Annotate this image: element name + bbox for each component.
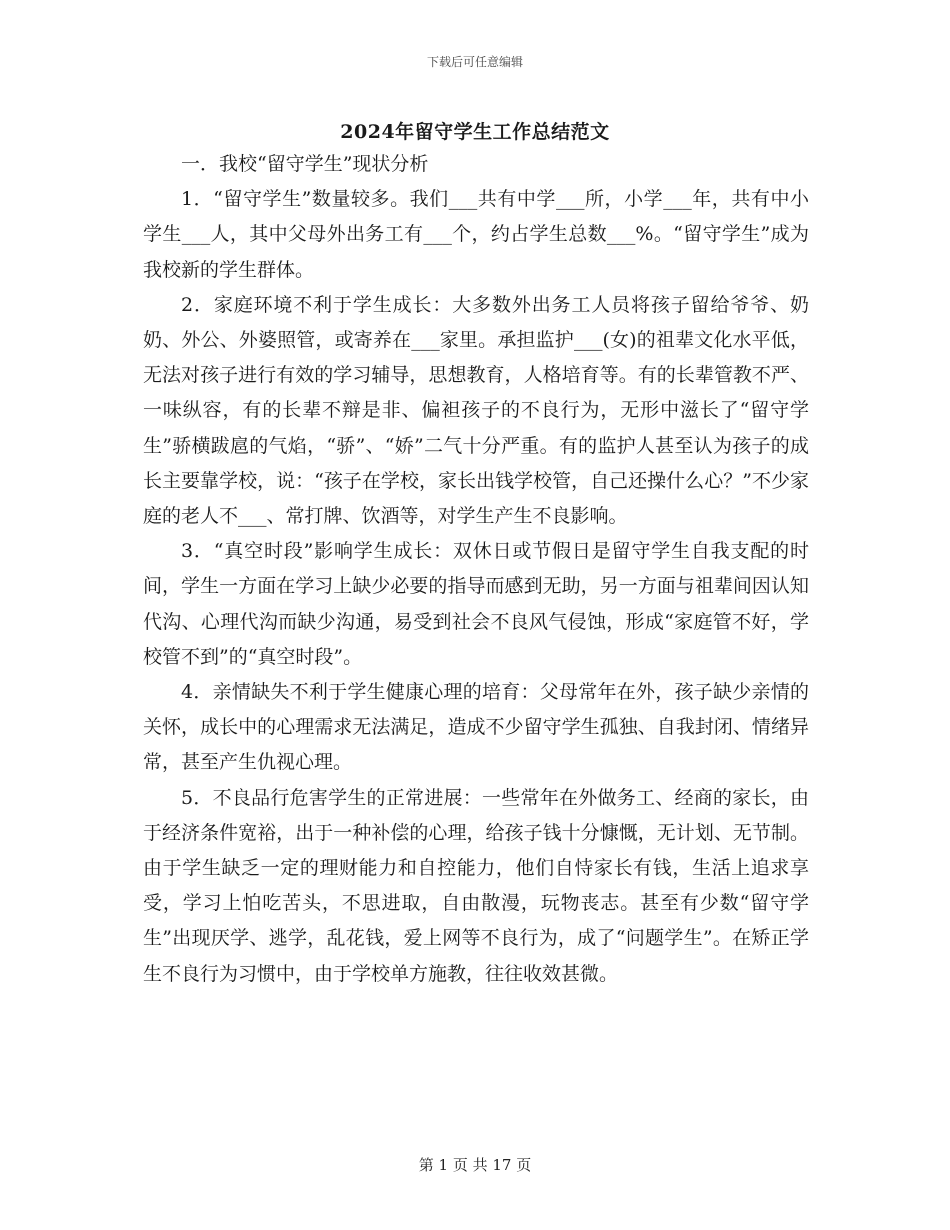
document-title: 2024年留守学生工作总结范文 bbox=[340, 121, 610, 143]
section-heading: 一．我校“留守学生”现状分析 bbox=[181, 153, 429, 175]
paragraph: 4．亲情缺失不利于学生健康心理的培育：父母常年在外，孩子缺少亲情的关怀，成长中的心理需求无法满足，造成不少留守学生孤独、自我封闭、情绪异常，甚至产生仇视心理。 bbox=[143, 681, 809, 774]
paragraph: 2．家庭环境不利于学生成长：大多数外出务工人员将孩子留给爷爷、奶奶、外公、外婆照管，或寄养在___家里。承担监护___(女)的祖辈文化水平低，无法对孩子进行有效的学习辅导，思想教育，人格培育等。有的长辈管教不严、一味纵容，有的长辈不辩是非、偏袒孩子的不良行为，无形中滋长了“留守学生”骄横跋扈的气焰，“骄”、“娇”二气十分严重。有的监护人甚至认为孩子的成长主要靠学校，说：“孩子在学校，家长出钱学校管，自己还操什么心？”不少家庭的老人不___、常打牌、饮酒等，对学生产生不良影响。 bbox=[143, 293, 809, 528]
paragraph: 5．不良品行危害学生的正常进展：一些常年在外做务工、经商的家长，由于经济条件宽裕，出于一种补偿的心理，给孩子钱十分慷慨，无计划、无节制。由于学生缺乏一定的理财能力和自控能力，他们自恃家长有钱，生活上追求享受，学习上怕吃苦头，不思进取，自由散漫，玩物丧志。甚至有少数“留守学生”出现厌学、逃学，乱花钱，爱上网等不良行为，成了“问题学生”。在矫正学生不良行为习惯中，由于学校单方施教，往往收效甚微。 bbox=[143, 786, 809, 985]
header-note: 下载后可任意编辑 bbox=[426, 55, 523, 69]
page-footer: 第 1 页 共 17 页 bbox=[418, 1156, 532, 1174]
paragraph: 1．“留守学生”数量较多。我们___共有中学___所，小学___年，共有中小学生___人，其中父母外出务工有___个，约占学生总数___%。“留守学生”成为我校新的学生群体。 bbox=[143, 188, 809, 281]
document-body bbox=[143, 147, 809, 992]
paragraph: 3．“真空时段”影响学生成长：双休日或节假日是留守学生自我支配的时间，学生一方面在学习上缺少必要的指导而感到无助，另一方面与祖辈间因认知代沟、心理代沟而缺少沟通，易受到社会不良风气侵蚀，形成“家庭管不好，学校管不到”的“真空时段”。 bbox=[143, 540, 809, 668]
